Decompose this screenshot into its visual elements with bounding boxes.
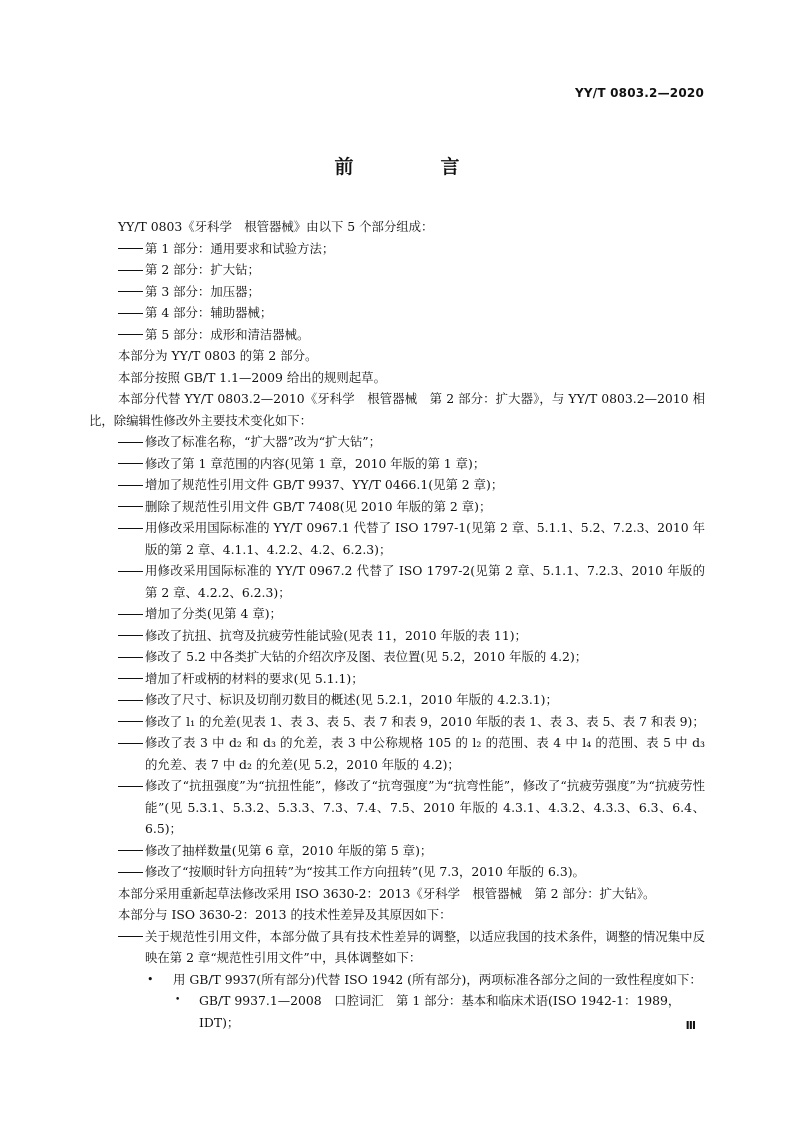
paragraph: 本部分与 ISO 3630-2：2013 的技术性差异及其原因如下： bbox=[118, 907, 452, 922]
paragraph: 本部分按照 GB/T 1.1—2009 给出的规则起草。 bbox=[118, 369, 386, 385]
page-number: Ⅲ bbox=[685, 1019, 696, 1032]
dash-list-item: 第 1 部分：通用要求和试验方法； bbox=[145, 240, 335, 256]
dash-list-item: 修改了“按顺时针方向扭转”为“按其工作方向扭转”(见 7.3，2010 年版的 6.3)。 bbox=[145, 864, 585, 879]
dash-list-item: 修改了尺寸、标识及切削刃数目的概述(见 5.2.1，2010 年版的 4.2.3.1)； bbox=[145, 692, 558, 707]
dash-list-item: 第 5 部分：成形和清洁器械。 bbox=[145, 326, 310, 342]
dash-list-item: 第 4 部分：辅助器械； bbox=[145, 305, 273, 320]
dash-list-item: 修改了 5.2 中各类扩大钻的介绍次序及图、表位置(见 5.2，2010 年版的 4.2)； bbox=[145, 649, 588, 664]
dash-list-item: 第 2 部分：扩大钻； bbox=[145, 262, 260, 277]
page-title: 前 言 bbox=[334, 156, 494, 178]
dash-list-item: 修改了 l₁ 的允差(见表 1、表 3、表 5、表 7 和表 9，2010 年版的表 1、表 3、表 5、表 7 和表 9)； bbox=[145, 713, 705, 729]
dash-list-item: 删除了规范性引用文件 GB/T 7408(见 2010 年版的第 2 章)； bbox=[145, 498, 492, 514]
paragraph: YY/T 0803《牙科学 根管器械》由以下 5 个部分组成： bbox=[118, 219, 434, 234]
dash-list-item: 修改了表 3 中 d₂ 和 d₃ 的允差，表 3 中公称规格 105 的 l₂ 的范围、表 4 中 l₄ 的范围、表 5 中 d₃ 的允差、表 7 中 d₂ 的允差(见 5.2，2010 年版的 4.2)； bbox=[145, 735, 705, 772]
paragraph: 本部分为 YY/T 0803 的第 2 部分。 bbox=[118, 348, 318, 363]
dash-list-item: 增加了杆或柄的材料的要求(见 5.1.1)； bbox=[145, 670, 364, 686]
dash-list-item: 修改了抽样数量(见第 6 章，2010 年版的第 5 章)； bbox=[145, 842, 433, 858]
document-body bbox=[89, 216, 705, 1033]
document-id: YY/T 0803.2—2020 bbox=[574, 86, 704, 100]
paragraph: 本部分代替 YY/T 0803.2—2010《牙科学 根管器械 第 2 部分：扩大器》，与 YY/T 0803.2—2010 相比，除编辑性修改外主要技术变化如下： bbox=[89, 391, 705, 428]
dash-list-item: 修改了标准名称，“扩大器”改为“扩大钻”； bbox=[145, 434, 381, 449]
dash-list-item: 用修改采用国际标准的 YY/T 0967.2 代替了 ISO 1797-2(见第 2 章、5.1.1、7.2.3、2010 年版的第 2 章、4.2.2、6.2.3)； bbox=[145, 563, 705, 600]
dash-list-item: 增加了分类(见第 4 章)； bbox=[145, 606, 282, 621]
paragraph: 本部分采用重新起草法修改采用 ISO 3630-2：2013《牙科学 根管器械 第 2 部分：扩大钻》。 bbox=[118, 885, 656, 901]
sub-bullet-list-item: • GB/T 9937.1—2008 口腔词汇 第 1 部分：基本和临床术语(ISO 1942-1：1989，IDT)； bbox=[89, 990, 705, 1033]
dash-list-item: 关于规范性引用文件，本部分做了具有技术性差异的调整，以适应我国的技术条件，调整的情况集中反映在第 2 章“规范性引用文件”中，具体调整如下： bbox=[145, 928, 705, 965]
bullet-icon: • bbox=[147, 972, 154, 986]
dash-list-item: 第 3 部分：加压器； bbox=[145, 283, 260, 299]
dash-list-item: 修改了“抗扭强度”为“抗扭性能”，修改了“抗弯强度”为“抗弯性能”，修改了“抗疲劳强度”为“抗疲劳性能”(见 5.3.1、5.3.2、5.3.3、7.3、7.4、7.5、2010 年版的 4.3.1、4.3.2、4.3.3、6.3、6.4、6.5)； bbox=[145, 778, 705, 836]
bullet-list-item: • 用 GB/T 9937(所有部分)代替 ISO 1942 (所有部分)，两项标准各部分之间的一致性程度如下： bbox=[89, 969, 705, 991]
dash-list-item: 修改了抗扭、抗弯及抗疲劳性能试验(见表 11，2010 年版的表 11)； bbox=[145, 627, 527, 643]
dash-list-item: 增加了规范性引用文件 GB/T 9937、YY/T 0466.1(见第 2 章)； bbox=[145, 477, 504, 492]
bullet-icon: • bbox=[175, 995, 181, 1005]
dash-list-item: 修改了第 1 章范围的内容(见第 1 章，2010 年版的第 1 章)； bbox=[145, 455, 486, 471]
dash-list-item: 用修改采用国际标准的 YY/T 0967.1 代替了 ISO 1797-1(见第 2 章、5.1.1、5.2、7.2.3、2010 年版的第 2 章、4.1.1、4.2.2、4.2、6.2.3)； bbox=[145, 520, 705, 557]
